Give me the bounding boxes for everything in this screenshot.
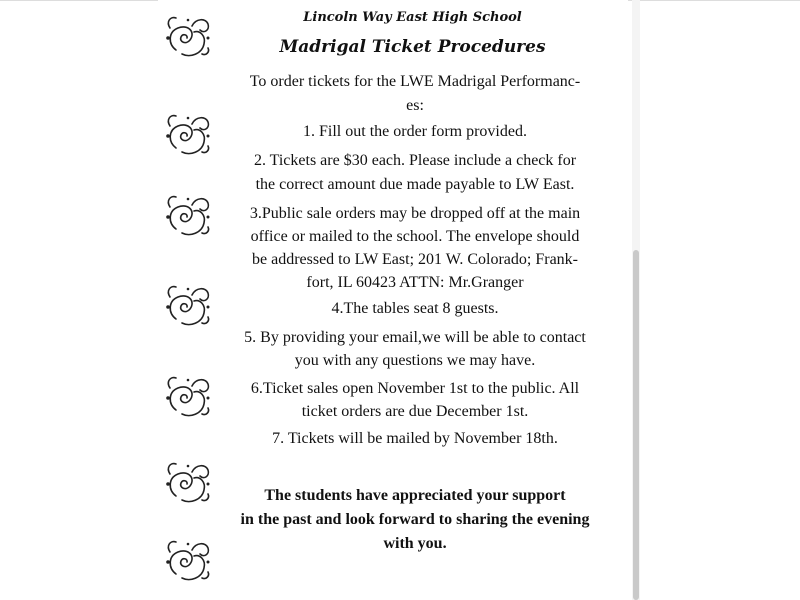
swirl-flourish-icon	[162, 460, 212, 506]
procedure-item-4: 4.The tables seat 8 guests.	[331, 300, 499, 317]
closing-line-1: The students have appreciated your support	[264, 487, 566, 504]
procedure-item-3-line-2: office or mailed to the school. The envelope should	[250, 228, 580, 245]
closing-line-2: in the past and look forward to sharing the evening	[240, 511, 590, 528]
swirl-flourish-icon	[162, 538, 212, 584]
closing-line-3: with you.	[383, 535, 447, 552]
procedure-item-5-line-2: you with any questions we may have.	[294, 352, 536, 369]
swirl-flourish-icon	[162, 193, 212, 239]
procedure-item-3-line-1: 3.Public sale orders may be dropped off at the main	[249, 205, 581, 222]
swirl-flourish-icon	[162, 374, 212, 420]
procedure-item-6-line-1: 6.Ticket sales open November 1st to the public. All	[250, 380, 580, 397]
procedure-item-3-line-3: be addressed to LW East; 201 W. Colorado; Frank-	[251, 251, 578, 268]
vertical-scrollbar[interactable]	[632, 0, 640, 600]
procedure-item-3-line-4: fort, IL 60423 ATTN: Mr.Granger	[306, 274, 524, 291]
procedure-item-2-line-1: 2. Tickets are $30 each. Please include a check for	[253, 152, 577, 169]
procedure-item-7: 7. Tickets will be mailed by November 18th.	[272, 430, 558, 447]
scrollbar-thumb[interactable]	[633, 250, 639, 600]
intro-line-1: To order tickets for the LWE Madrigal Performanc-	[249, 73, 581, 90]
page-title: Madrigal Ticket Procedures	[279, 37, 546, 57]
procedure-item-1: 1. Fill out the order form provided.	[303, 123, 527, 140]
procedure-item-5-line-1: 5. By providing your email,we will be able to contact	[244, 329, 586, 346]
school-name: Lincoln Way East High School	[303, 10, 522, 25]
swirl-flourish-icon	[162, 112, 212, 158]
intro-line-2: es:	[406, 97, 424, 114]
swirl-flourish-icon	[162, 14, 212, 60]
swirl-flourish-icon	[162, 283, 212, 329]
procedure-item-6-line-2: ticket orders are due December 1st.	[301, 403, 529, 420]
procedure-item-2-line-2: the correct amount due made payable to LW East.	[255, 176, 575, 193]
